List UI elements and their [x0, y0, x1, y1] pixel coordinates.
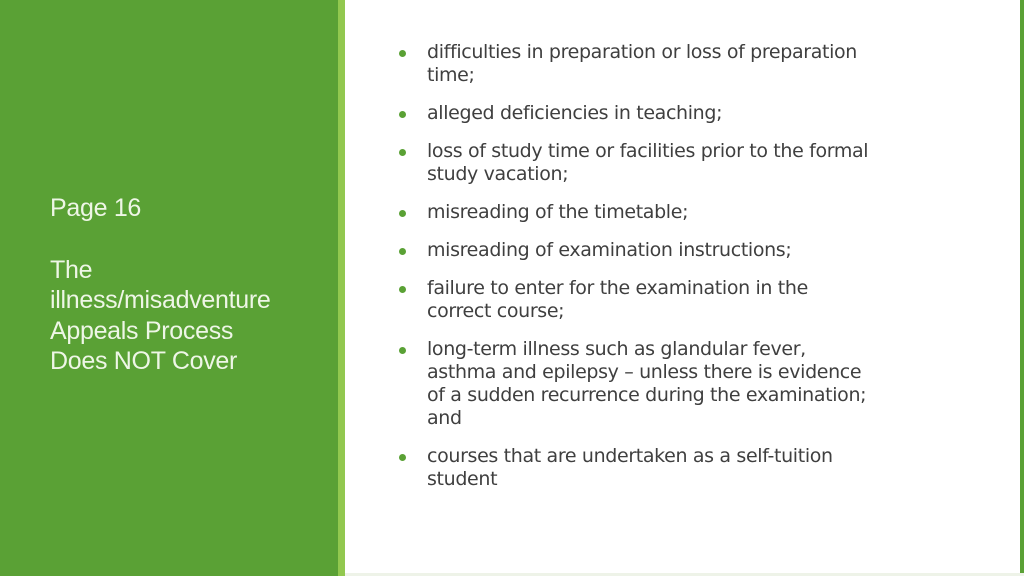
bullet-item: [398, 277, 958, 323]
bullet-item: [398, 338, 958, 430]
bullet-text-line: long-term illness such as glandular fever,: [427, 338, 806, 360]
heading-line: illness/misadventure: [50, 286, 271, 314]
bullet-dot-icon: [399, 111, 406, 118]
bullet-text-line: courses that are undertaken as a self-tuition: [427, 445, 833, 467]
bullet-dot-icon: [399, 210, 406, 217]
bullet-text-line: study vacation;: [427, 163, 569, 185]
bullet-text-line: student: [427, 468, 498, 490]
bullet-dot-icon: [399, 149, 406, 156]
bullet-text-line: of a sudden recurrence during the examination;: [427, 384, 867, 406]
bullet-text: [427, 140, 958, 186]
slide-title: [50, 193, 320, 377]
bullet-item: [398, 41, 958, 87]
bullet-text: [427, 338, 958, 430]
bullet-text-line: difficulties in preparation or loss of preparation: [427, 41, 857, 63]
bullet-dot-icon: [399, 50, 406, 57]
bullet-dot-icon: [399, 347, 406, 354]
bullet-text: [427, 102, 958, 125]
accent-stripe: [338, 0, 345, 576]
heading-line: Does NOT Cover: [50, 347, 238, 375]
heading-line: The: [50, 255, 93, 284]
bullet-dot-icon: [399, 286, 406, 293]
bullet-text-line: alleged deficiencies in teaching;: [427, 102, 723, 124]
bullet-text: [427, 239, 958, 262]
bullet-text-line: asthma and epilepsy – unless there is evidence: [427, 361, 862, 383]
bullet-text-line: and: [427, 407, 462, 429]
bullet-text: [427, 201, 958, 224]
bullet-text: [427, 277, 958, 323]
heading-line: Appeals Process: [50, 316, 234, 345]
bullet-text-line: time;: [427, 64, 475, 86]
bullet-list: [398, 41, 958, 506]
right-accent-edge: [1020, 0, 1024, 576]
bullet-item: [398, 140, 958, 186]
bullet-text-line: failure to enter for the examination in the: [427, 277, 808, 299]
bullet-text-line: misreading of the timetable;: [427, 201, 689, 223]
title-spacer: [50, 224, 320, 255]
bullet-text-line: loss of study time or facilities prior to the formal: [427, 140, 869, 162]
bullet-dot-icon: [399, 248, 406, 255]
bullet-item: [398, 201, 958, 224]
bullet-item: [398, 239, 958, 262]
bullet-item: [398, 445, 958, 491]
bullet-text: [427, 445, 958, 491]
page-label: Page 16: [50, 194, 142, 222]
bullet-text: [427, 41, 958, 87]
bullet-item: [398, 102, 958, 125]
bullet-text-line: correct course;: [427, 300, 565, 322]
bullet-text-line: misreading of examination instructions;: [427, 239, 792, 261]
bullet-dot-icon: [399, 454, 406, 461]
